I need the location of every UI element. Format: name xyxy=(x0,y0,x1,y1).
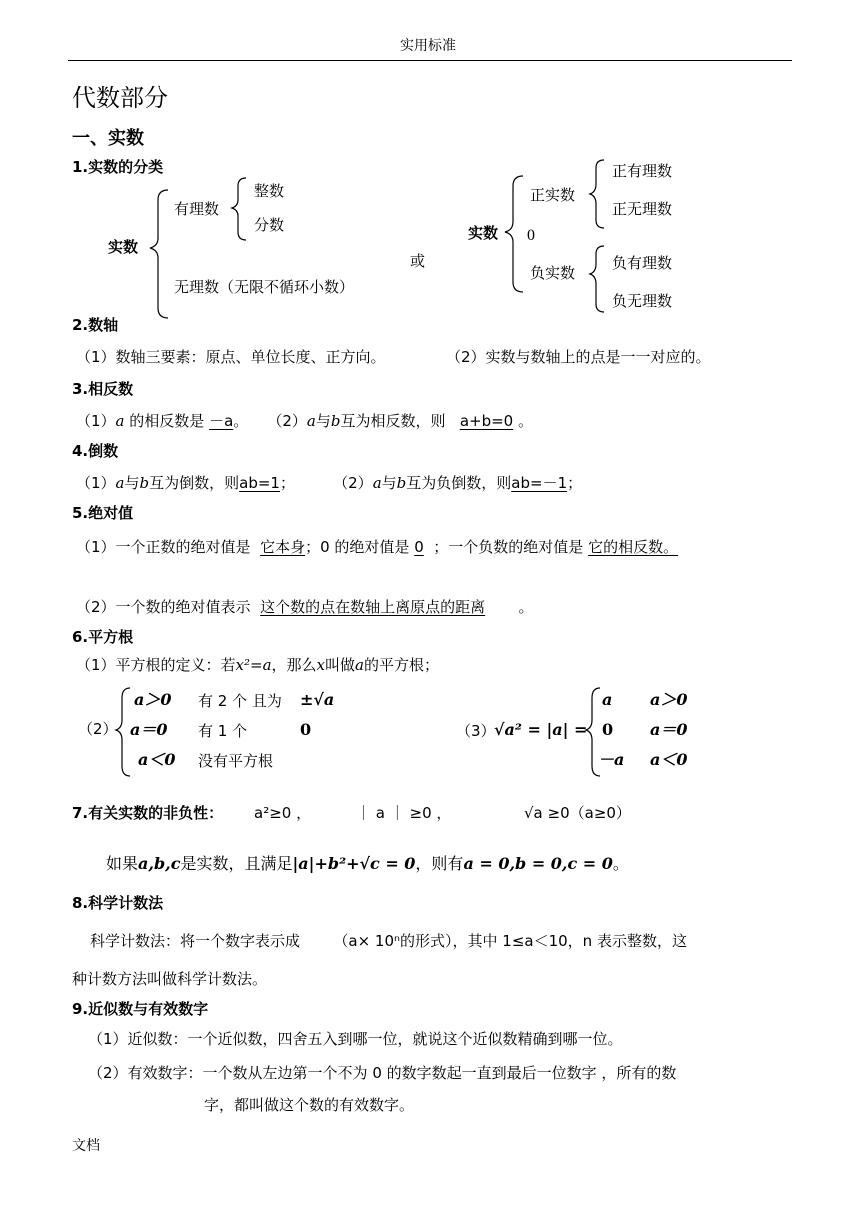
case3-text: 没有平方根 xyxy=(198,752,274,770)
heading-absolute: 5.绝对值 xyxy=(72,504,134,522)
tree-rational: 有理数 xyxy=(174,200,220,218)
case1-cond: a＞0 xyxy=(134,690,172,709)
page-title: 代数部分 xyxy=(72,84,168,112)
case3-cond: a＜0 xyxy=(138,750,176,769)
significant-line-1: （2）有效数字：一个数从左边第一个不为 0 的数字数起一直到最后一位数字 ，所有的数 xyxy=(88,1064,677,1082)
heading-non-negative: 7.有关实数的非负性： xyxy=(72,804,224,822)
heading-approximation: 9.近似数与有效数字 xyxy=(72,1000,209,1018)
tree2-root-real: 实数 xyxy=(468,224,499,242)
tree-or: 或 xyxy=(410,252,426,270)
sqrt-definition: （1）平方根的定义：若x²=a，那么x叫做a的平方根； xyxy=(76,656,439,674)
approximation-line-1: （1）近似数：一个近似数，四舍五入到哪一位，就说这个近似数精确到哪一位。 xyxy=(88,1030,623,1048)
abs-case3-cond: a＜0 xyxy=(650,750,688,769)
heading-reciprocal: 4.倒数 xyxy=(72,442,119,460)
tree-fraction: 分数 xyxy=(254,216,285,234)
absolute-line-1: （1）一个正数的绝对值是 它本身；0 的绝对值是 0 ；一个负数的绝对值是 它的相反数。 xyxy=(76,538,679,556)
number-line-correspondence: （2）实数与数轴上的点是一一对应的。 xyxy=(446,348,711,366)
nonneg-abs: ｜ a ｜ ≥0 ， xyxy=(356,804,452,822)
absolute-line-2: （2）一个数的绝对值表示 这个数的点在数轴上离原点的距离 。 xyxy=(76,598,534,616)
section-heading-real-numbers: 一、实数 xyxy=(72,128,144,149)
case2-cond: a＝0 xyxy=(130,720,168,739)
abs-case2-cond: a＝0 xyxy=(650,720,688,739)
heading-square-root: 6.平方根 xyxy=(72,628,134,646)
answer-sum-zero: a+b=0 xyxy=(459,412,514,430)
tree2-neg-rational: 负有理数 xyxy=(612,254,673,272)
reciprocal-line: （1）a与b互为倒数，则ab=1； （2）a与b互为负倒数，则ab=－1； xyxy=(76,474,583,492)
opposite-line: （1）a 的相反数是 －a。 （2）a与b互为相反数，则 a+b=0 。 xyxy=(76,412,534,430)
abs-case1-cond: a＞0 xyxy=(650,690,688,709)
nonneg-square: a²≥0 ， xyxy=(254,804,312,822)
page-footer: 文档 xyxy=(72,1138,100,1154)
tree2-neg-irrational: 负无理数 xyxy=(612,292,673,310)
case1-value: ±√a xyxy=(300,690,335,709)
abs-sqrt-lhs: √a² = |a| = xyxy=(494,720,588,739)
scientific-line-2: 种计数方法叫做科学计数法。 xyxy=(72,970,268,988)
answer-product-neg-one: ab=－1 xyxy=(511,474,568,492)
abs-case1-value: a xyxy=(602,690,613,709)
page-header: 实用标准 xyxy=(400,38,456,54)
scientific-line-1: 科学计数法：将一个数字表示成 （a× 10ⁿ的形式），其中 1≤a＜10，n 表示整数，这 xyxy=(90,932,687,950)
tree-root-real: 实数 xyxy=(108,238,139,256)
significant-line-2: 字，都叫做这个数的有效数字。 xyxy=(204,1096,415,1114)
case2-value: 0 xyxy=(300,720,312,739)
heading-number-line: 2.数轴 xyxy=(72,316,119,334)
tree2-pos-rational: 正有理数 xyxy=(612,162,673,180)
heading-scientific: 8.科学计数法 xyxy=(72,894,164,912)
case1-text: 有 2 个 且为 xyxy=(198,692,282,710)
answer-product-one: ab=1 xyxy=(239,474,280,492)
tree2-negative-real: 负实数 xyxy=(530,264,576,282)
heading-opposite: 3.相反数 xyxy=(72,380,134,398)
nonneg-condition: 如果a,b,c是实数，且满足|a|+b²+√c = 0，则有a = 0,b = 0,c = 0。 xyxy=(106,854,629,873)
tree-integer: 整数 xyxy=(254,182,285,200)
nonneg-sqrt: √a ≥0（a≥0） xyxy=(524,804,631,822)
abs-case2-value: 0 xyxy=(602,720,614,739)
number-line-elements: （1）数轴三要素：原点、单位长度、正方向。 xyxy=(76,348,386,366)
case2-text: 有 1 个 xyxy=(198,722,248,740)
abs-case3-value: －a xyxy=(598,750,625,769)
tree2-positive-real: 正实数 xyxy=(530,186,576,204)
abs-sqrt-label: （3） xyxy=(456,722,496,740)
sqrt-case-label: （2） xyxy=(78,720,118,738)
tree-irrational: 无理数（无限不循环小数） xyxy=(174,278,355,296)
heading-classification: 1.实数的分类 xyxy=(72,158,164,176)
tree2-zero: 0 xyxy=(527,227,535,244)
tree2-pos-irrational: 正无理数 xyxy=(612,200,673,218)
answer-opposite: －a xyxy=(209,412,234,430)
